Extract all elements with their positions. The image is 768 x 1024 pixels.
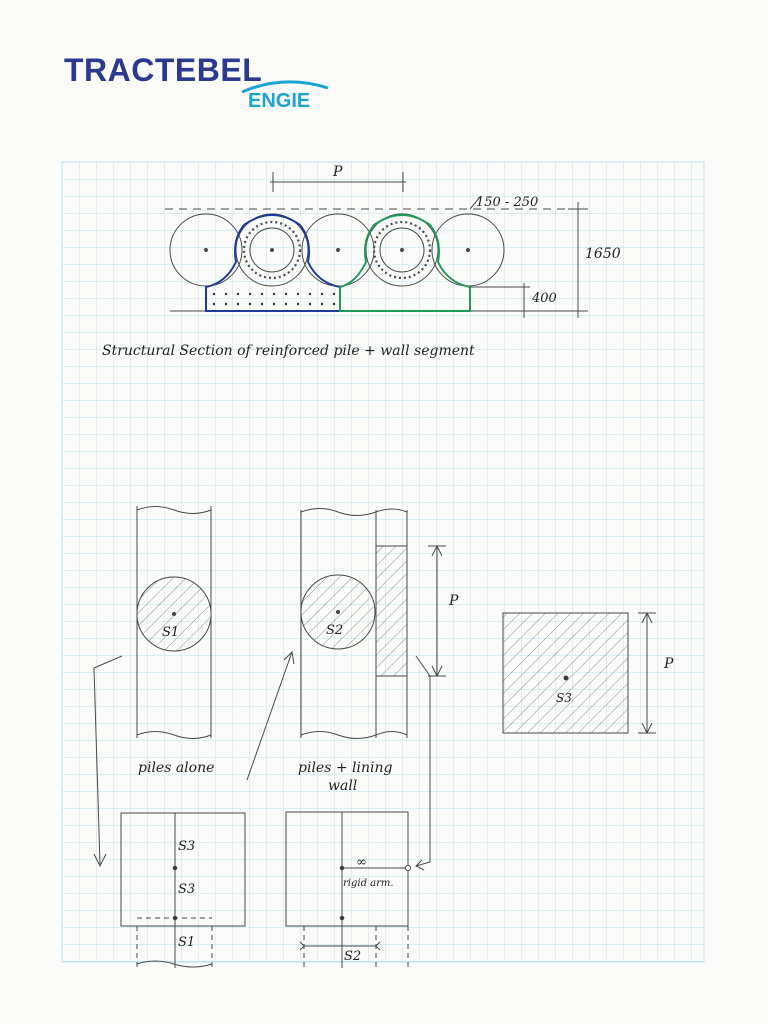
pitch-label-right: P: [664, 656, 674, 672]
box1-s3-top: S3: [178, 839, 196, 854]
section-caption: Structural Section of reinforced pile + wall segment: [102, 343, 475, 359]
base-label: 400: [532, 291, 557, 306]
piles-lining-label-2: wall: [328, 778, 358, 794]
box1-s3-mid: S3: [178, 882, 196, 897]
box2-s2: S2: [344, 949, 362, 964]
logo-name: TRACTEBEL: [64, 52, 263, 88]
pitch-label: P: [333, 164, 343, 180]
logo-sub: ENGIE: [248, 90, 311, 112]
gap-label: 150 - 250: [476, 195, 539, 210]
s3-square-label: S3: [556, 691, 572, 705]
piles-lining-label-1: piles + lining: [298, 760, 393, 776]
s1-label: S1: [162, 625, 180, 640]
rigid-arm-label: rigid arm.: [343, 878, 394, 889]
pitch-label-mid: P: [449, 593, 459, 609]
height-label: 1650: [585, 246, 621, 262]
box1-s1: S1: [178, 935, 196, 950]
infinity-label: ∞: [356, 855, 367, 870]
s2-label: S2: [326, 623, 344, 638]
piles-alone-label: piles alone: [138, 760, 215, 776]
